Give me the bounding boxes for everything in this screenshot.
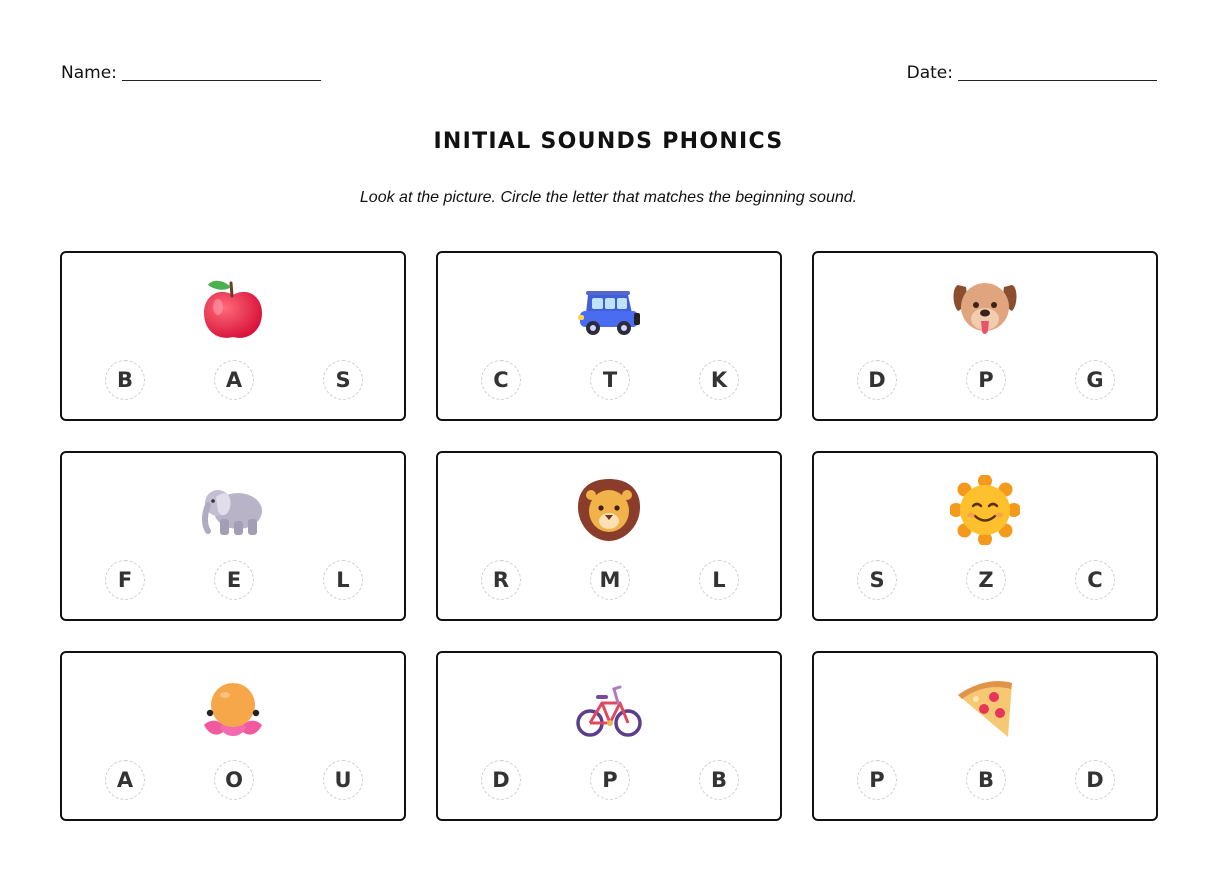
card-lion xyxy=(436,451,782,621)
apple-icon xyxy=(198,275,268,345)
card-car xyxy=(436,251,782,421)
dog-icon xyxy=(950,275,1020,345)
letter-choices xyxy=(857,560,1115,600)
card-octopus xyxy=(60,651,406,821)
bicycle-icon xyxy=(574,675,644,745)
elephant-icon xyxy=(198,475,268,545)
letter-choice[interactable]: P xyxy=(966,360,1006,400)
letter-choice[interactable]: B xyxy=(699,760,739,800)
header-row xyxy=(61,63,1157,83)
letter-choice[interactable]: A xyxy=(105,760,145,800)
letter-choice[interactable]: B xyxy=(105,360,145,400)
letter-choice[interactable]: K xyxy=(699,360,739,400)
letter-choice[interactable]: L xyxy=(699,560,739,600)
sun-icon xyxy=(950,475,1020,545)
letter-choice[interactable]: B xyxy=(966,760,1006,800)
letter-choices xyxy=(857,760,1115,800)
letter-choice[interactable]: E xyxy=(214,560,254,600)
letter-choice[interactable]: S xyxy=(323,360,363,400)
worksheet-title: INITIAL SOUNDS PHONICS xyxy=(433,129,784,154)
octopus-icon xyxy=(198,675,268,745)
letter-choice[interactable]: P xyxy=(857,760,897,800)
date-blank-line[interactable] xyxy=(958,80,1157,81)
date-label: Date: xyxy=(906,63,953,83)
letter-choice[interactable]: M xyxy=(590,560,630,600)
letter-choices xyxy=(105,560,363,600)
letter-choices xyxy=(105,360,363,400)
lion-icon xyxy=(574,475,644,545)
letter-choices xyxy=(481,360,739,400)
letter-choices xyxy=(481,760,739,800)
letter-choice[interactable]: P xyxy=(590,760,630,800)
letter-choice[interactable]: G xyxy=(1075,360,1115,400)
letter-choice[interactable]: Z xyxy=(966,560,1006,600)
letter-choice[interactable]: R xyxy=(481,560,521,600)
letter-choice[interactable]: S xyxy=(857,560,897,600)
pizza-icon xyxy=(950,675,1020,745)
car-icon xyxy=(574,275,644,345)
instructions: Look at the picture. Circle the letter that matches the beginning sound. xyxy=(359,189,858,206)
letter-choices xyxy=(105,760,363,800)
card-grid xyxy=(60,251,1158,821)
name-label: Name: xyxy=(61,63,117,83)
letter-choice[interactable]: U xyxy=(323,760,363,800)
letter-choice[interactable]: T xyxy=(590,360,630,400)
card-elephant xyxy=(60,451,406,621)
letter-choice[interactable]: F xyxy=(105,560,145,600)
name-blank-line[interactable] xyxy=(122,80,321,81)
card-dog xyxy=(812,251,1158,421)
letter-choice[interactable]: A xyxy=(214,360,254,400)
card-sun xyxy=(812,451,1158,621)
card-pizza xyxy=(812,651,1158,821)
letter-choices xyxy=(857,360,1115,400)
letter-choice[interactable]: C xyxy=(1075,560,1115,600)
card-bicycle xyxy=(436,651,782,821)
letter-choice[interactable]: D xyxy=(481,760,521,800)
date-field xyxy=(907,63,1157,83)
letter-choice[interactable]: C xyxy=(481,360,521,400)
letter-choice[interactable]: L xyxy=(323,560,363,600)
letter-choice[interactable]: D xyxy=(1075,760,1115,800)
card-apple xyxy=(60,251,406,421)
name-field xyxy=(61,63,321,83)
letter-choice[interactable]: D xyxy=(857,360,897,400)
letter-choices xyxy=(481,560,739,600)
letter-choice[interactable]: O xyxy=(214,760,254,800)
